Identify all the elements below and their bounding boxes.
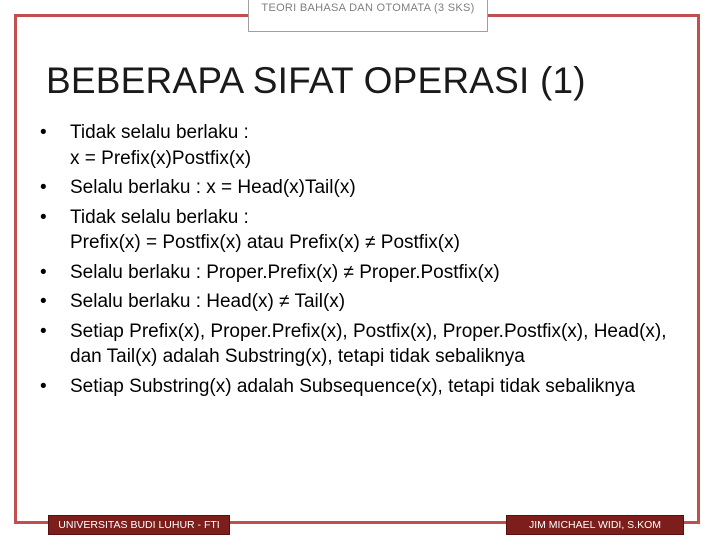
bullet-item <box>36 175 686 201</box>
footer-university <box>48 515 230 535</box>
slide-title: BEBERAPA SIFAT OPERASI (1) <box>46 60 586 101</box>
footer-author-label: JIM MICHAEL WIDI, S.KOM <box>528 519 662 531</box>
bullet-dot-icon: • <box>40 206 47 228</box>
bullet-item <box>36 319 686 370</box>
bullet-text-continued: Prefix(x) = Postfix(x) atau Prefix(x) ≠ Postfix(x) <box>70 232 460 253</box>
bullet-dot-icon: • <box>40 177 47 198</box>
bullet-item <box>36 120 686 171</box>
bullet-dot-icon: • <box>40 291 47 312</box>
bullet-text: Tidak selalu berlaku : <box>70 206 249 228</box>
bullet-list <box>36 120 686 403</box>
footer-author <box>506 515 684 535</box>
bullet-item <box>36 260 686 286</box>
bullet-item <box>36 289 686 315</box>
bullet-text: Tidak selalu berlaku : <box>70 122 249 143</box>
bullet-text: Setiap Prefix(x), Proper.Prefix(x), Postfix(x), Proper.Postfix(x), Head(x), dan Tail(x) adalah Substring(x), tetapi tidak sebaliknya <box>70 320 667 367</box>
bullet-item <box>36 374 686 400</box>
bullet-text: Selalu berlaku : Proper.Prefix(x) ≠ Proper.Postfix(x) <box>70 261 500 283</box>
bullet-text: Selalu berlaku : Head(x) ≠ Tail(x) <box>70 291 346 312</box>
bullet-text: Setiap Substring(x) adalah Subsequence(x), tetapi tidak sebaliknya <box>70 375 636 397</box>
bullet-text: Selalu berlaku : x = Head(x)Tail(x) <box>70 177 356 198</box>
course-title-tab <box>248 0 488 32</box>
bullet-dot-icon: • <box>40 320 47 342</box>
course-title: TEORI BAHASA DAN OTOMATA (3 SKS) <box>261 2 475 14</box>
bullet-dot-icon: • <box>40 122 47 143</box>
bullet-text-continued: x = Prefix(x)Postfix(x) <box>70 147 252 169</box>
footer-university-label: UNIVERSITAS BUDI LUHUR - FTI <box>58 519 220 531</box>
bullet-dot-icon: • <box>40 375 47 397</box>
bullet-dot-icon: • <box>40 261 47 283</box>
bullet-item <box>36 205 686 256</box>
